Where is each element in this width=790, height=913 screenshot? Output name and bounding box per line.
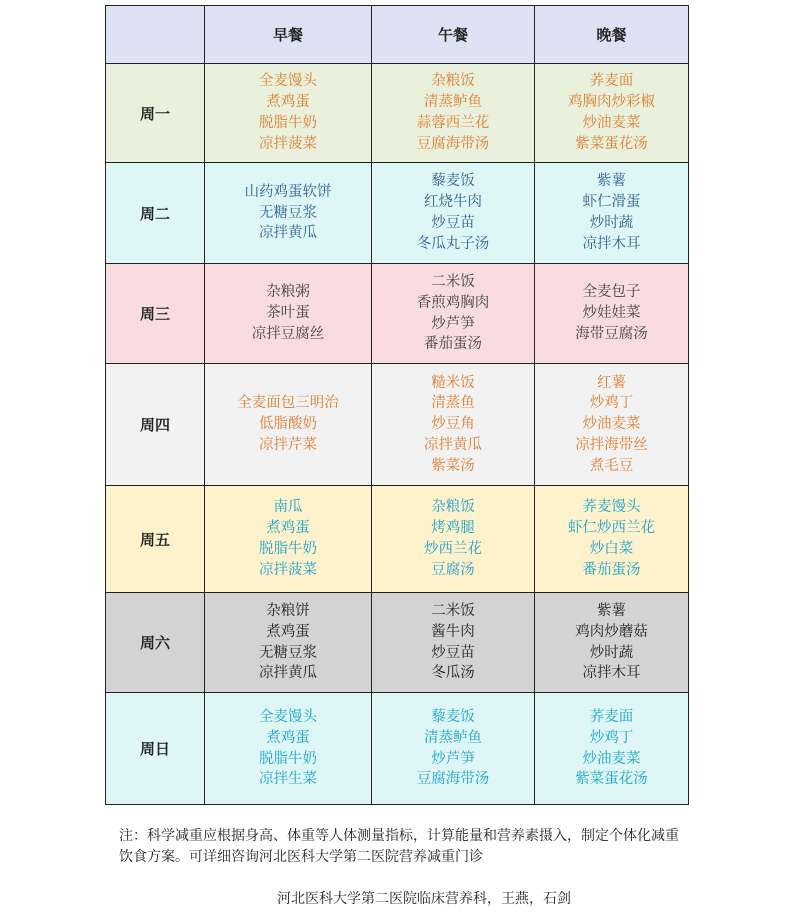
dish-item: 二米饭 xyxy=(431,602,475,619)
header-corner xyxy=(106,6,205,64)
dish-item: 低脂酸奶 xyxy=(259,416,317,433)
dish-item: 杂粮饼 xyxy=(266,602,310,619)
dish-item: 二米饭 xyxy=(431,273,475,290)
dish-item: 茶叶蛋 xyxy=(266,305,310,322)
dish-item: 凉拌菠菜 xyxy=(259,561,317,578)
day-label: 周六 xyxy=(106,593,205,693)
dish-item: 荞麦馒头 xyxy=(582,499,641,516)
dish-item: 紫薯 xyxy=(597,173,626,190)
dish-item: 炒油麦菜 xyxy=(582,115,641,131)
lunch-cell xyxy=(372,693,535,805)
table-row xyxy=(106,163,689,264)
day-label: 周四 xyxy=(106,364,205,486)
dish-item: 炒时蔬 xyxy=(589,215,634,231)
dish-item: 炒豆苗 xyxy=(431,215,475,231)
dish-item: 炒鸡丁 xyxy=(589,729,634,746)
table-row xyxy=(106,264,689,364)
dish-item: 凉拌豆腐丝 xyxy=(251,325,325,342)
header-dinner: 晚餐 xyxy=(535,6,689,64)
dish-item: 虾仁炒西兰花 xyxy=(568,520,655,537)
dish-item: 虾仁滑蛋 xyxy=(582,194,641,211)
dish-item: 香煎鸡胸肉 xyxy=(416,294,490,311)
table-row xyxy=(106,486,689,593)
table-row xyxy=(106,364,689,486)
dish-item: 脱脂牛奶 xyxy=(259,541,317,557)
dish-item: 炒油麦菜 xyxy=(582,416,641,433)
dish-item: 冬瓜汤 xyxy=(431,665,475,682)
dish-item: 蒜蓉西兰花 xyxy=(416,115,490,131)
dish-item: 清蒸鱼 xyxy=(431,395,475,412)
dish-item: 红烧牛肉 xyxy=(424,194,482,211)
dinner-cell xyxy=(535,593,689,693)
dish-item: 杂粮饭 xyxy=(431,73,475,90)
meal-plan-table xyxy=(105,5,689,805)
lunch-cell xyxy=(372,64,535,163)
dish-item: 荞麦面 xyxy=(589,708,634,725)
dish-item: 煮毛豆 xyxy=(589,457,634,474)
dish-item: 紫菜蛋花汤 xyxy=(575,771,648,788)
dish-item: 海带豆腐汤 xyxy=(575,325,648,342)
dish-item: 紫薯 xyxy=(597,602,626,619)
dish-item: 凉拌黄瓜 xyxy=(259,665,317,682)
dish-item: 煮鸡蛋 xyxy=(266,729,310,746)
dish-item: 酱牛肉 xyxy=(431,623,475,640)
dish-item: 炒芦笋 xyxy=(431,315,475,332)
dish-item: 鸡胸肉炒彩椒 xyxy=(568,94,655,111)
dish-item: 煮鸡蛋 xyxy=(266,94,310,111)
table-row xyxy=(106,693,689,805)
dish-item: 凉拌菠菜 xyxy=(259,135,317,152)
day-label: 周五 xyxy=(106,486,205,593)
dish-item: 全麦面包三明治 xyxy=(237,395,339,412)
dish-item: 煮鸡蛋 xyxy=(266,623,310,640)
dish-item: 炒豆苗 xyxy=(431,644,475,661)
header-row xyxy=(106,6,689,64)
table-row xyxy=(106,64,689,163)
dish-item: 炒西兰花 xyxy=(424,541,482,557)
dish-item: 无糖豆浆 xyxy=(259,204,317,221)
breakfast-cell xyxy=(205,364,372,486)
dish-item: 煮鸡蛋 xyxy=(266,520,310,537)
dish-item: 冬瓜丸子汤 xyxy=(416,235,490,252)
dish-item: 凉拌生菜 xyxy=(259,771,317,788)
dish-item: 炒芦笋 xyxy=(431,750,475,767)
credit-line: 河北医科大学第二医院临床营养科，王燕，石剑 xyxy=(277,891,571,907)
breakfast-cell xyxy=(205,64,372,163)
dish-item: 紫菜汤 xyxy=(431,457,475,474)
dish-item: 番茄蛋汤 xyxy=(582,561,641,578)
dish-item: 南瓜 xyxy=(273,499,303,516)
dish-item: 豆腐海带汤 xyxy=(416,771,490,788)
dish-item: 无糖豆浆 xyxy=(259,644,317,661)
lunch-cell xyxy=(372,364,535,486)
breakfast-cell xyxy=(205,486,372,593)
dish-item: 凉拌海带丝 xyxy=(575,436,648,453)
header-breakfast: 早餐 xyxy=(205,6,372,64)
dish-item: 凉拌黄瓜 xyxy=(424,436,482,453)
day-label: 周一 xyxy=(106,64,205,163)
lunch-cell xyxy=(372,593,535,693)
dish-item: 藜麦饭 xyxy=(431,173,475,190)
dish-item: 红薯 xyxy=(597,374,626,391)
dinner-cell xyxy=(535,64,689,163)
dinner-cell xyxy=(535,163,689,264)
dish-item: 全麦包子 xyxy=(582,284,641,301)
dish-item: 山药鸡蛋软饼 xyxy=(244,183,332,200)
dish-item: 凉拌芹菜 xyxy=(259,436,317,453)
dish-item: 紫菜蛋花汤 xyxy=(575,135,648,152)
table-row xyxy=(106,593,689,693)
dish-item: 杂粮粥 xyxy=(266,284,310,301)
dish-item: 脱脂牛奶 xyxy=(259,750,317,767)
dinner-cell xyxy=(535,364,689,486)
dish-item: 清蒸鲈鱼 xyxy=(424,94,482,111)
footnote: 注：科学减重应根据身高、体重等人体测量指标，计算能量和营养素摄入，制定个体化减重饮食方案。可详细咨询河北医科大学第二医院营养减重门诊 xyxy=(119,828,679,865)
breakfast-cell xyxy=(205,264,372,364)
dish-item: 豆腐海带汤 xyxy=(416,135,490,152)
meal-plan-body xyxy=(106,64,689,805)
day-label: 周二 xyxy=(106,163,205,264)
lunch-cell xyxy=(372,163,535,264)
breakfast-cell xyxy=(205,163,372,264)
dish-item: 炒油麦菜 xyxy=(582,750,641,767)
dish-item: 凉拌黄瓜 xyxy=(259,225,317,242)
dinner-cell xyxy=(535,264,689,364)
dish-item: 炒豆角 xyxy=(431,416,475,433)
dish-item: 烤鸡腿 xyxy=(431,520,475,537)
dish-item: 杂粮饭 xyxy=(431,499,475,516)
dinner-cell xyxy=(535,486,689,593)
header-lunch: 午餐 xyxy=(372,6,535,64)
dish-item: 炒鸡丁 xyxy=(589,395,634,412)
dish-item: 凉拌木耳 xyxy=(582,665,641,682)
dish-item: 炒白菜 xyxy=(589,541,634,557)
dish-item: 炒娃娃菜 xyxy=(582,305,641,322)
dish-item: 番茄蛋汤 xyxy=(424,336,482,353)
dish-item: 清蒸鲈鱼 xyxy=(424,729,482,746)
dish-item: 凉拌木耳 xyxy=(582,235,641,252)
lunch-cell xyxy=(372,264,535,364)
dinner-cell xyxy=(535,693,689,805)
dish-item: 鸡肉炒蘑菇 xyxy=(575,623,648,640)
day-label: 周三 xyxy=(106,264,205,364)
breakfast-cell xyxy=(205,593,372,693)
dish-item: 脱脂牛奶 xyxy=(259,115,317,131)
breakfast-cell xyxy=(205,693,372,805)
lunch-cell xyxy=(372,486,535,593)
dish-item: 豆腐汤 xyxy=(431,561,475,578)
dish-item: 糙米饭 xyxy=(431,374,475,391)
day-label: 周日 xyxy=(106,693,205,805)
dish-item: 藜麦饭 xyxy=(431,708,475,725)
dish-item: 全麦馒头 xyxy=(259,708,317,725)
dish-item: 荞麦面 xyxy=(589,73,634,90)
dish-item: 炒时蔬 xyxy=(589,644,634,661)
dish-item: 全麦馒头 xyxy=(259,73,317,90)
